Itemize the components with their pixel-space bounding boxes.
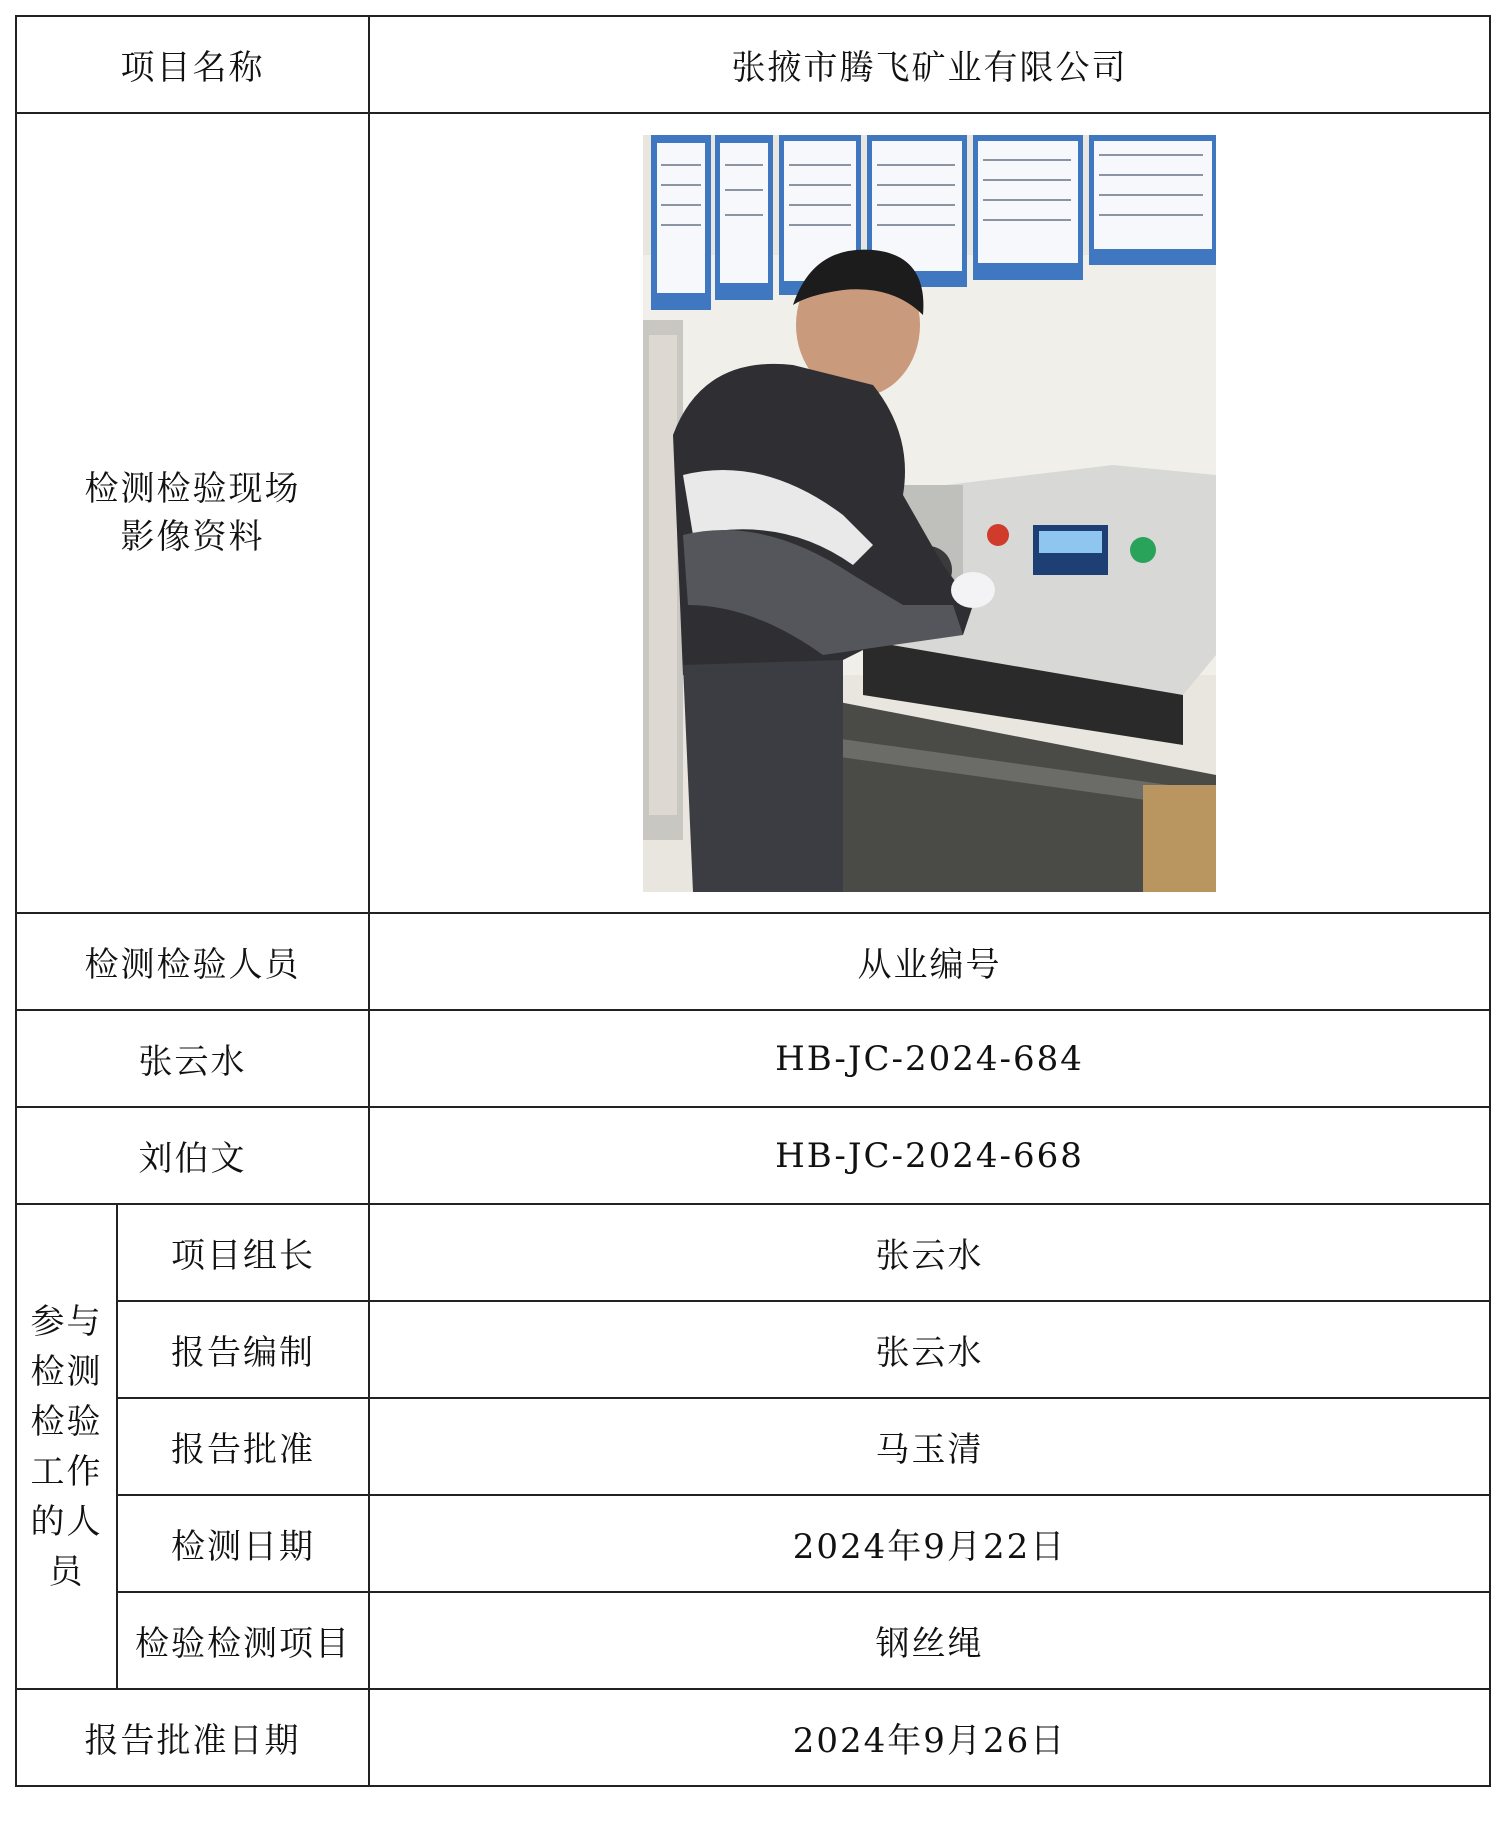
photo-section-label — [16, 113, 369, 913]
participants-label-line: 检测 — [30, 1351, 103, 1392]
inspection-photo — [643, 135, 1216, 892]
photo-label-line2: 影像资料 — [120, 517, 265, 557]
personnel-row — [16, 1010, 1490, 1107]
participant-role-label: 检验检测项目 — [117, 1592, 369, 1689]
participants-label-line: 检验 — [30, 1401, 103, 1442]
project-name-value: 张掖市腾飞矿业有限公司 — [369, 16, 1490, 113]
participants-group-label — [16, 1204, 117, 1689]
license-header-label: 从业编号 — [369, 913, 1490, 1010]
report-table — [15, 15, 1491, 1787]
participant-role-label: 检测日期 — [117, 1495, 369, 1592]
photo-cell — [369, 113, 1490, 913]
participant-row — [16, 1592, 1490, 1689]
participant-role-label: 报告批准 — [117, 1398, 369, 1495]
photo-label-line1: 检测检验现场 — [84, 469, 301, 509]
personnel-name: 刘伯文 — [16, 1107, 369, 1204]
participants-label-line: 参与 — [30, 1301, 103, 1342]
approval-date-row — [16, 1689, 1490, 1786]
participant-row — [16, 1398, 1490, 1495]
participant-role-value: 钢丝绳 — [369, 1592, 1490, 1689]
participant-role-label: 报告编制 — [117, 1301, 369, 1398]
personnel-license-id: HB-JC-2024-668 — [369, 1107, 1490, 1204]
participants-label-line: 员 — [48, 1551, 85, 1592]
participants-label-line: 的人 — [30, 1501, 103, 1542]
participant-role-value: 马玉清 — [369, 1398, 1490, 1495]
participant-row — [16, 1301, 1490, 1398]
personnel-header-row — [16, 913, 1490, 1010]
participant-role-value: 2024年9月22日 — [369, 1495, 1490, 1592]
personnel-row — [16, 1107, 1490, 1204]
personnel-license-id: HB-JC-2024-684 — [369, 1010, 1490, 1107]
participant-row — [16, 1204, 1490, 1301]
personnel-header-label: 检测检验人员 — [16, 913, 369, 1010]
participant-role-value: 张云水 — [369, 1301, 1490, 1398]
approval-date-label: 报告批准日期 — [16, 1689, 369, 1786]
participants-label-line: 工作 — [30, 1451, 103, 1492]
personnel-name: 张云水 — [16, 1010, 369, 1107]
participant-role-value: 张云水 — [369, 1204, 1490, 1301]
project-row — [16, 16, 1490, 113]
participant-row — [16, 1495, 1490, 1592]
project-name-label: 项目名称 — [16, 16, 369, 113]
photo-row — [16, 113, 1490, 913]
approval-date-value: 2024年9月26日 — [369, 1689, 1490, 1786]
participant-role-label: 项目组长 — [117, 1204, 369, 1301]
